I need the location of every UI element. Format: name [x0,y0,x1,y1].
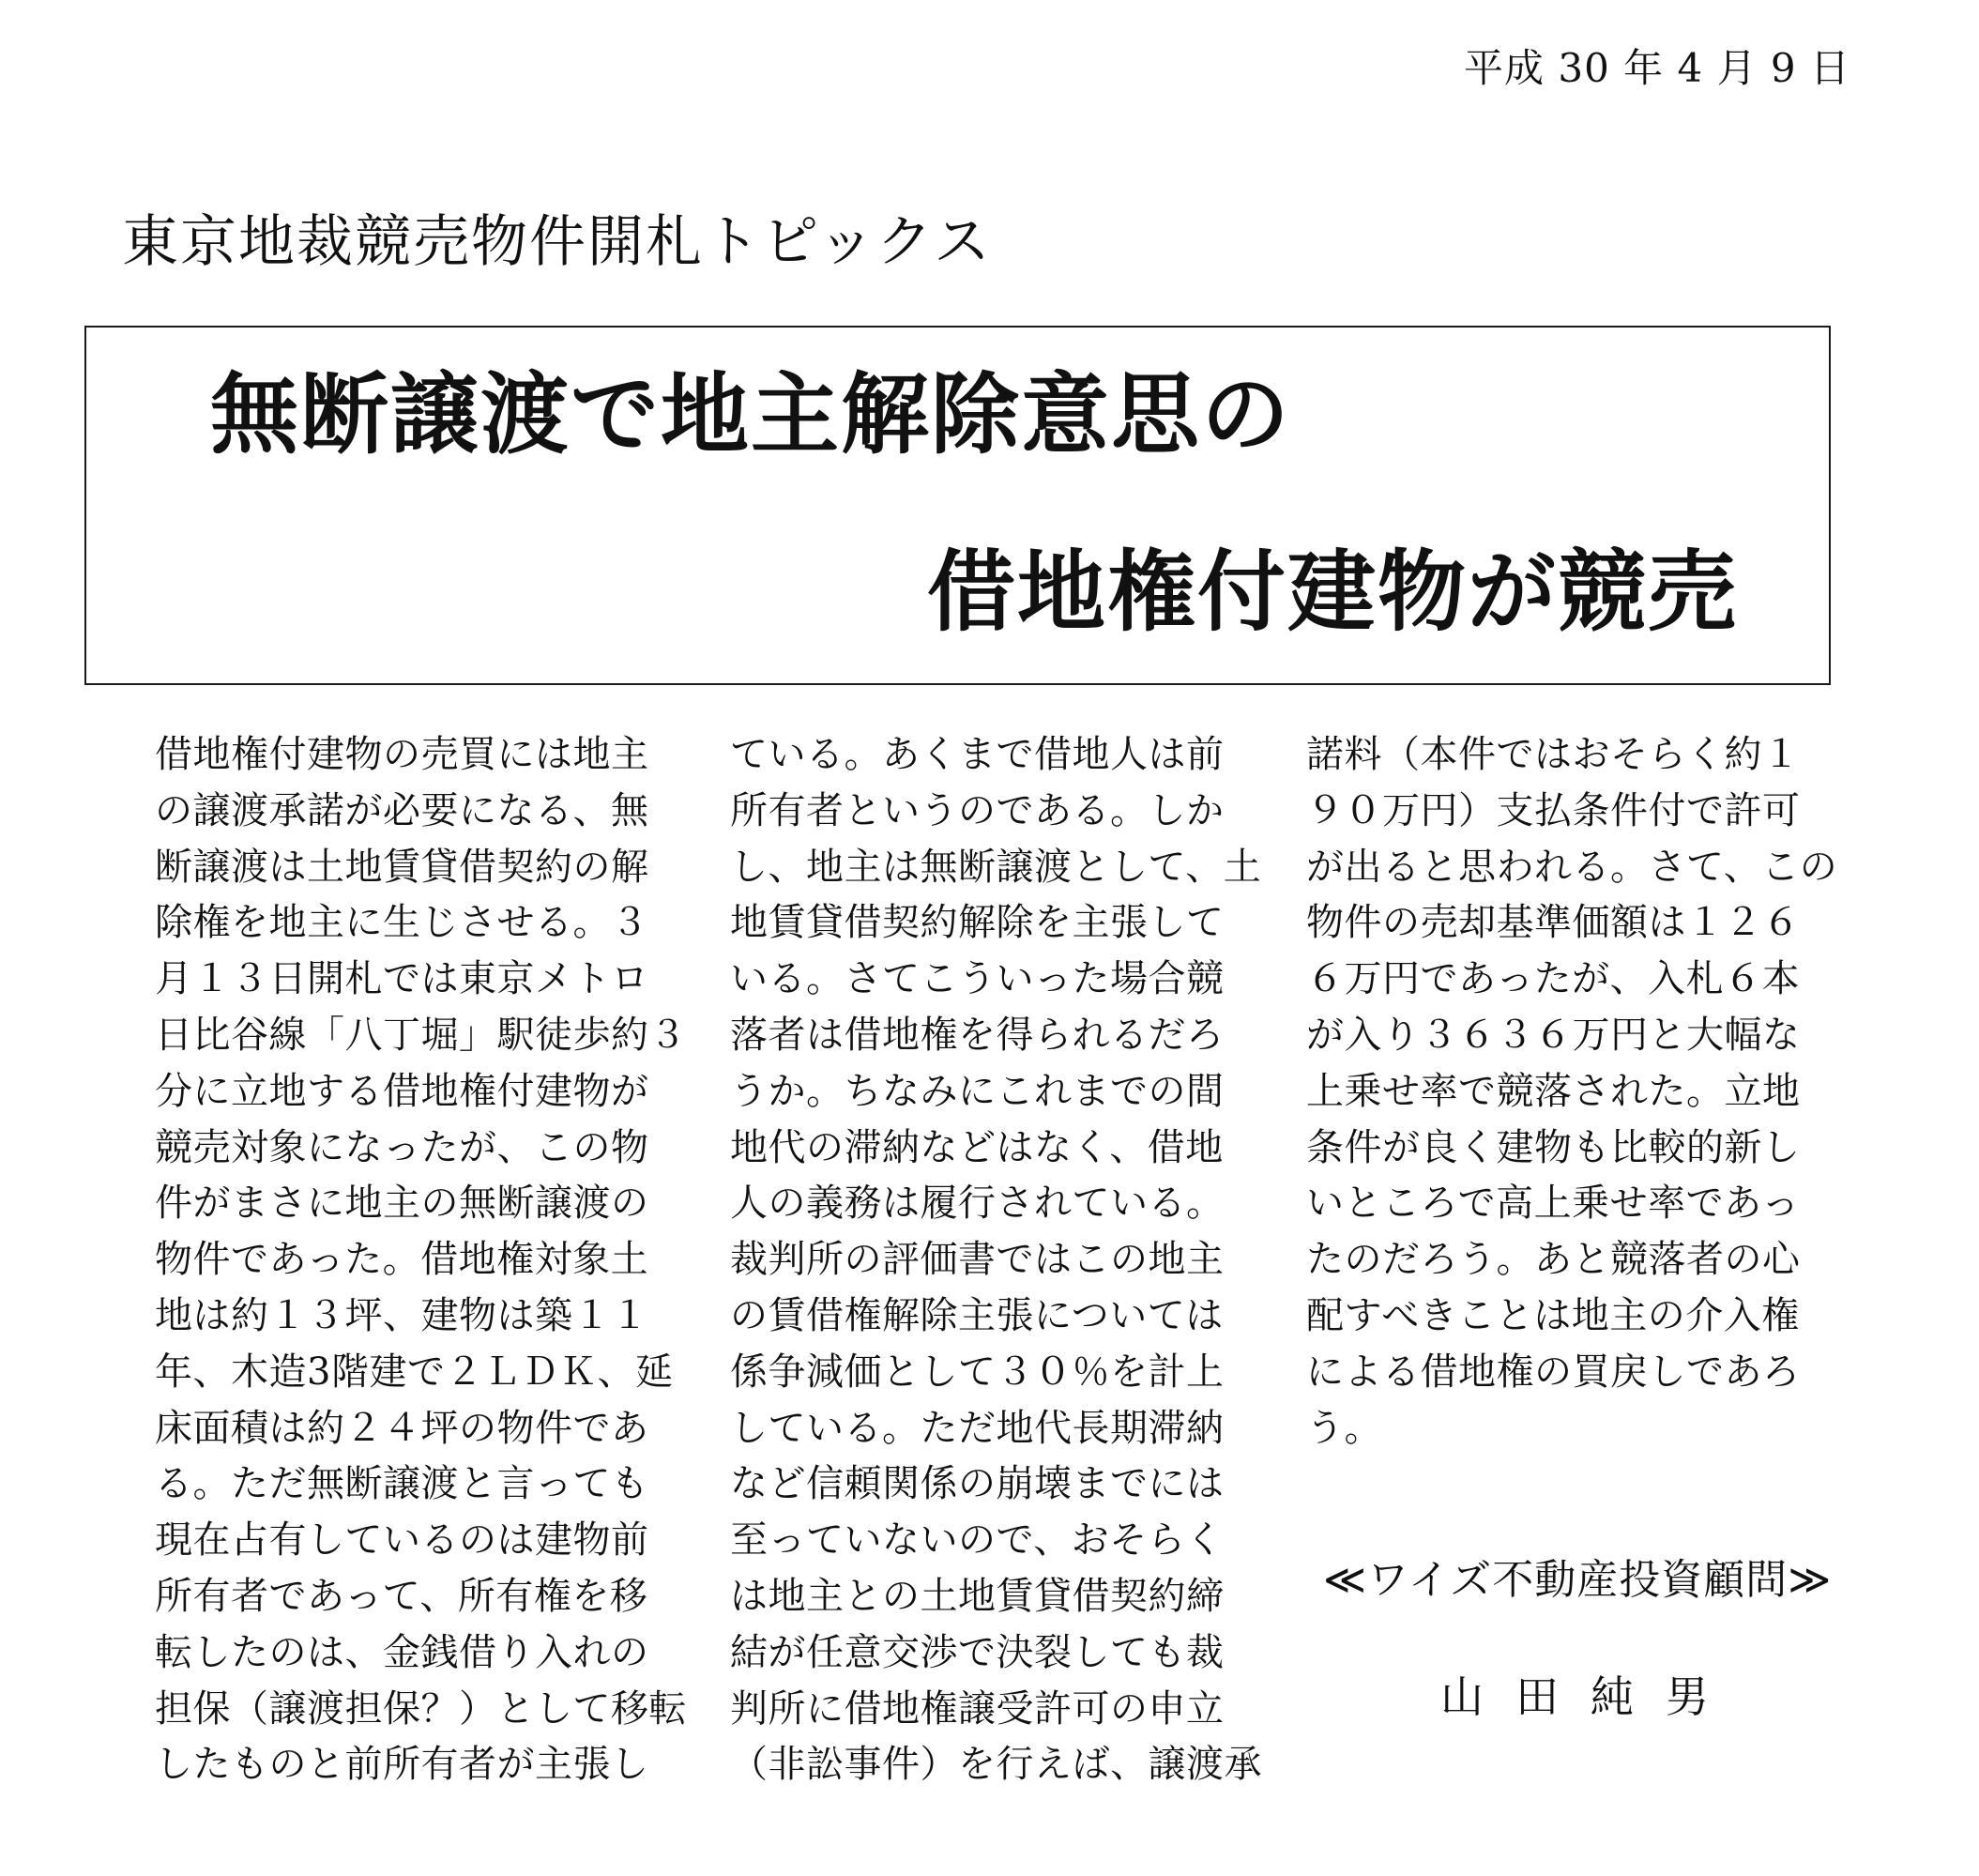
headline-box [84,326,1831,685]
article-line: 所有者というのである。しか [730,788,1225,832]
article-line: の賃借権解除主張については [730,1293,1224,1337]
headline-line-1: 無断譲渡で地主解除意思の [210,364,1292,466]
kicker-title: 東京地裁競売物件開札トピックス [122,209,992,275]
article-column-2 [730,727,1262,1793]
article-line: 担保（譲渡担保？）として移転 [155,1686,687,1731]
signature-name: 山田純男 [1440,1671,1741,1722]
article-column-3 [1306,727,1838,1457]
article-line: うか。ちなみにこれまでの間 [730,1069,1225,1113]
article-line: による借地権の買戻しであろ [1306,1350,1801,1394]
article-line: いる。さてこういった場合競 [730,957,1225,1001]
article-line: 結が任意交渉で決裂しても裁 [730,1630,1225,1674]
article-line: 地賃貸借契約解除を主張して [730,901,1225,945]
article-line: いところで高上乗せ率であっ [1306,1182,1800,1226]
article-line: 月１３日開札では東京メトロ [155,957,649,1001]
article-line: 地代の滞納などはなく、借地 [730,1125,1224,1169]
article-line: 裁判所の評価書ではこの地主 [730,1238,1225,1282]
article-line: 至っていないので、おそらく [730,1518,1224,1563]
signature-org: ≪ワイズ不動産投資顧問≫ [1323,1556,1833,1604]
article-line: 物件の売却基準価額は１２６ [1306,901,1801,945]
article-line: 所有者であって、所有権を移 [155,1574,648,1618]
article-line: 分に立地する借地権付建物が [155,1069,649,1113]
article-line: 競売対象になったが、この物 [155,1125,649,1169]
article-line: る。ただ無断譲渡と言っても [155,1462,649,1506]
article-line: 判所に借地権譲受許可の申立 [730,1686,1225,1731]
article-line: 断譲渡は土地賃貸借契約の解 [155,845,649,889]
article-line: 物件であった。借地権対象土 [155,1238,649,1282]
article-line: ９０万円）支払条件付で許可 [1306,788,1801,832]
article-line: し、地主は無断譲渡として、土 [730,845,1262,889]
article-line: ている。あくまで借地人は前 [730,733,1225,776]
article-line: 除権を地主に生じさせる。３ [155,901,649,945]
article-line: 係争減価として３０％を計上 [730,1350,1225,1394]
article-line: が出ると思われる。さて、この [1306,845,1838,889]
article-line: 床面積は約２４坪の物件であ [155,1406,649,1450]
article-line: 配すべきことは地主の介入権 [1306,1293,1800,1337]
date: 平成 30 年 4 月 9 日 [1464,45,1850,91]
article-line: 地は約１３坪、建物は築１１ [155,1293,649,1337]
article-line: 落者は借地権を得られるだろ [730,1013,1225,1057]
article-line: の譲渡承諾が必要になる、無 [155,788,649,832]
article-line: 現在占有しているのは建物前 [155,1518,649,1563]
article-line: 人の義務は履行されている。 [730,1182,1225,1226]
headline-line-2: 借地権付建物が競売 [927,541,1739,644]
article-line: 借地権付建物の売買には地主 [155,733,649,776]
article-line: 年、木造3階建で２ＬＤＫ、延 [155,1350,674,1394]
article-line: 転したのは、金銭借り入れの [155,1630,649,1674]
article-line: 上乗せ率で競落された。立地 [1306,1069,1801,1113]
article-line: ６万円であったが、入札６本 [1306,957,1801,1001]
article-line: している。ただ地代長期滞納 [730,1406,1225,1450]
article-line: たのだろう。あと競落者の心 [1306,1238,1801,1282]
article-line: など信頼関係の崩壊までには [730,1462,1225,1506]
article-line: 件がまさに地主の無断譲渡の [155,1182,649,1226]
article-line: が入り３６３６万円と大幅な [1306,1013,1801,1057]
article-column-1 [155,727,687,1793]
article-line: は地主との土地賃貸借契約締 [730,1574,1225,1618]
article-line: 日比谷線「八丁堀」駅徒歩約３ [155,1013,687,1057]
article-line: （非訟事件）を行えば、譲渡承 [730,1743,1262,1787]
article-line: 条件が良く建物も比較的新し [1306,1125,1801,1169]
article-line: 諾料（本件ではおそらく約１ [1306,733,1801,776]
article-line: う。 [1306,1406,1382,1450]
article-line: したものと前所有者が主張し [155,1743,649,1787]
